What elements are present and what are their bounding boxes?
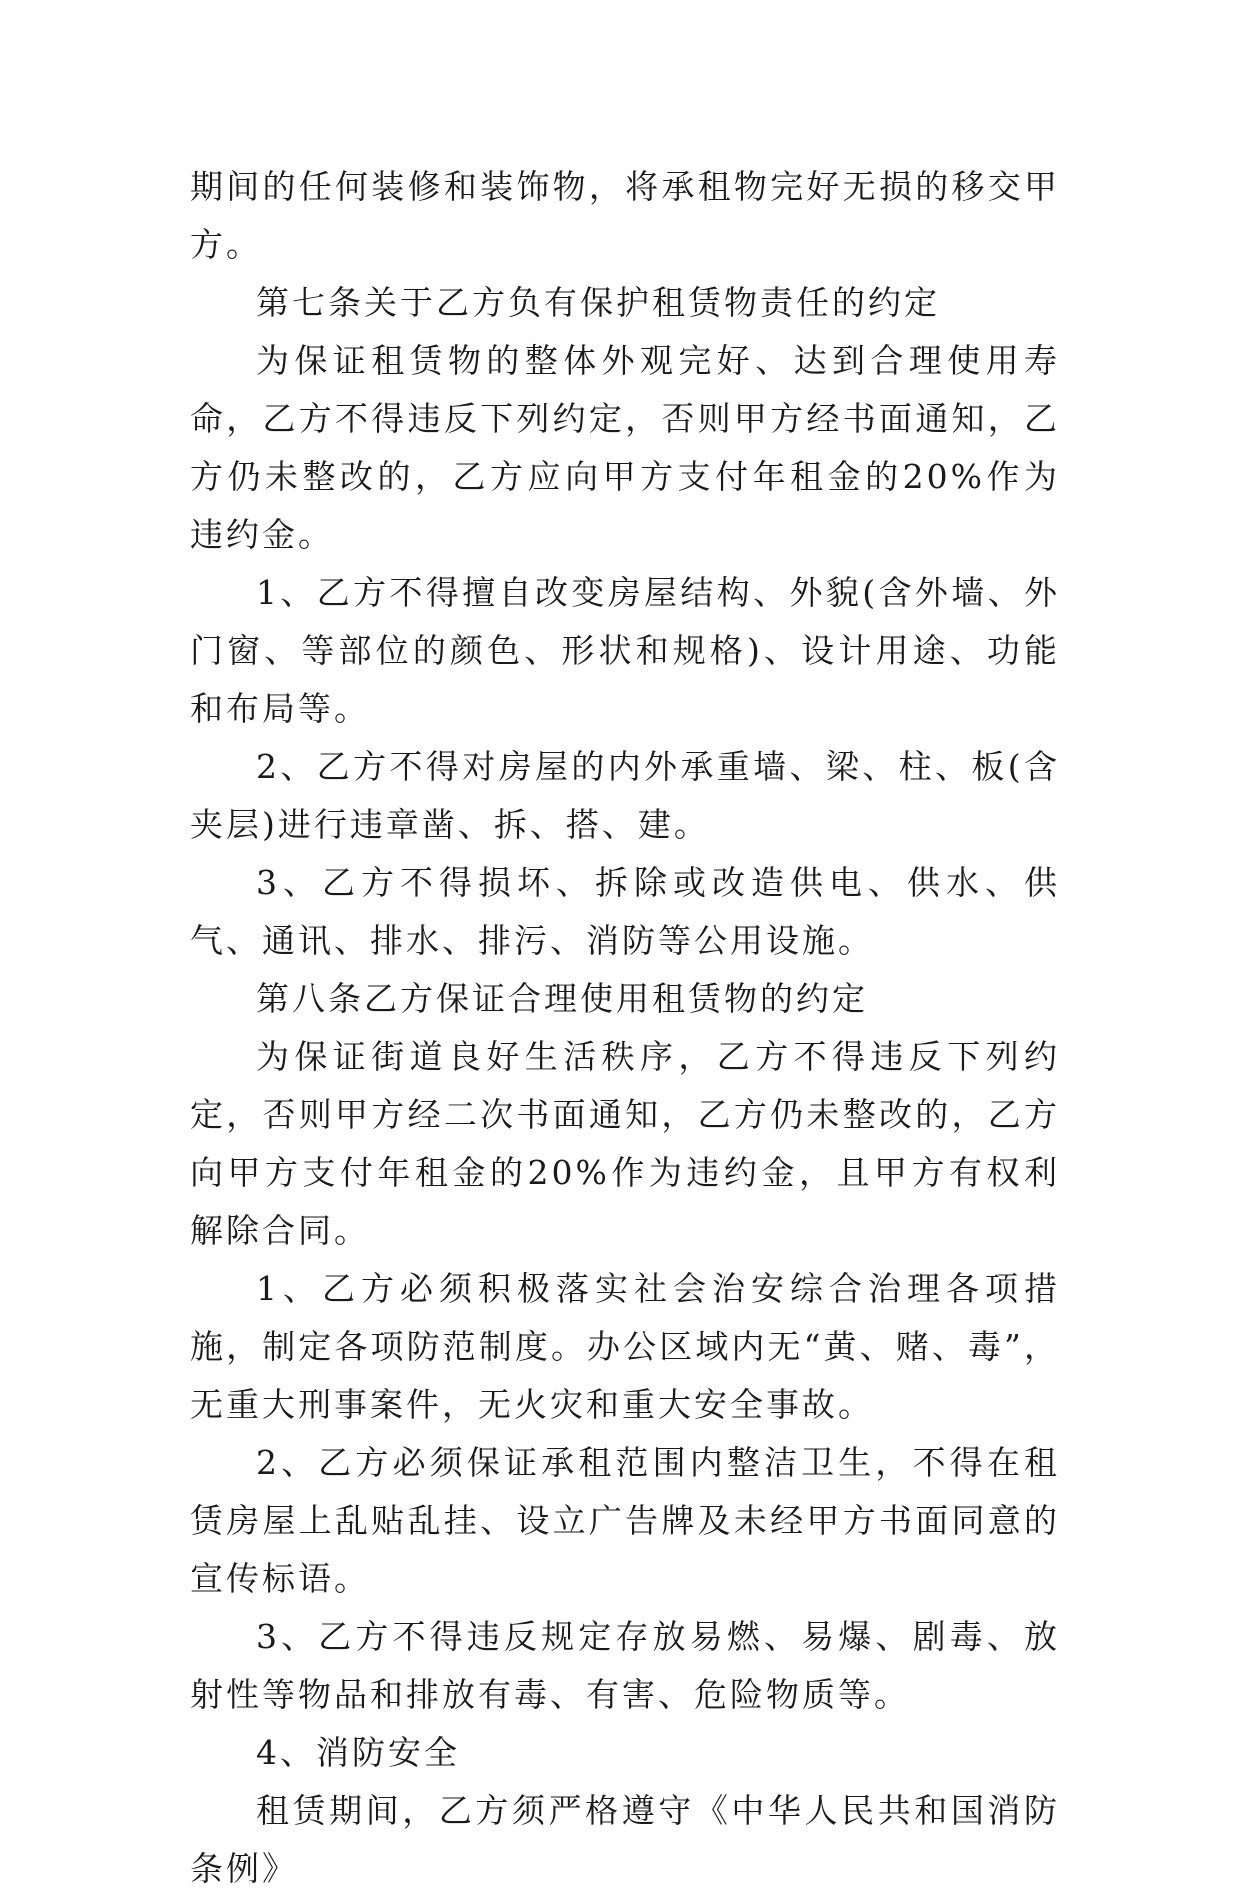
article-7-intro: 为保证租赁物的整体外观完好、达到合理使用寿命，乙方不得违反下列约定，否则甲方经书面通知，乙方仍未整改的，乙方应向甲方支付年租金的20%作为违约金。 (190, 341, 1060, 554)
article-8-item-4-heading: 4、消防安全 (256, 1733, 460, 1772)
article-8-heading: 第八条乙方保证合理使用租赁物的约定 (256, 979, 868, 1018)
article-8-intro: 为保证街道良好生活秩序，乙方不得违反下列约定，否则甲方经二次书面通知，乙方仍未整改的，乙方向甲方支付年租金的20%作为违约金，且甲方有权利解除合同。 (190, 1037, 1060, 1250)
article-8-item-1: 1、乙方必须积极落实社会治安综合治理各项措施，制定各项防范制度。办公区域内无“黄、赌、毒”，无重大刑事案件，无火灾和重大安全事故。 (190, 1269, 1060, 1424)
article-8-item-3: 3、乙方不得违反规定存放易燃、易爆、剧毒、放射性等物品和排放有毒、有害、危险物质等。 (190, 1617, 1060, 1714)
article-8-item-2: 2、乙方必须保证承租范围内整洁卫生，不得在租赁房屋上乱贴乱挂、设立广告牌及未经甲方书面同意的宣传标语。 (190, 1443, 1060, 1598)
document-body (190, 158, 1060, 1898)
article-7-item-2: 2、乙方不得对房屋的内外承重墙、梁、柱、板(含夹层)进行违章凿、拆、搭、建。 (190, 747, 1060, 844)
article-8-item-4-text: 租赁期间，乙方须严格遵守《中华人民共和国消防条例》 (190, 1791, 1060, 1888)
article-7-item-3: 3、乙方不得损坏、拆除或改造供电、供水、供气、通讯、排水、排污、消防等公用设施。 (190, 863, 1060, 960)
paragraph-continuation: 期间的任何装修和装饰物，将承租物完好无损的移交甲方。 (190, 167, 1060, 264)
article-7-item-1: 1、乙方不得擅自改变房屋结构、外貌(含外墙、外门窗、等部位的颜色、形状和规格)、设计用途、功能和布局等。 (190, 573, 1060, 728)
article-7-heading: 第七条关于乙方负有保护租赁物责任的约定 (256, 283, 940, 322)
